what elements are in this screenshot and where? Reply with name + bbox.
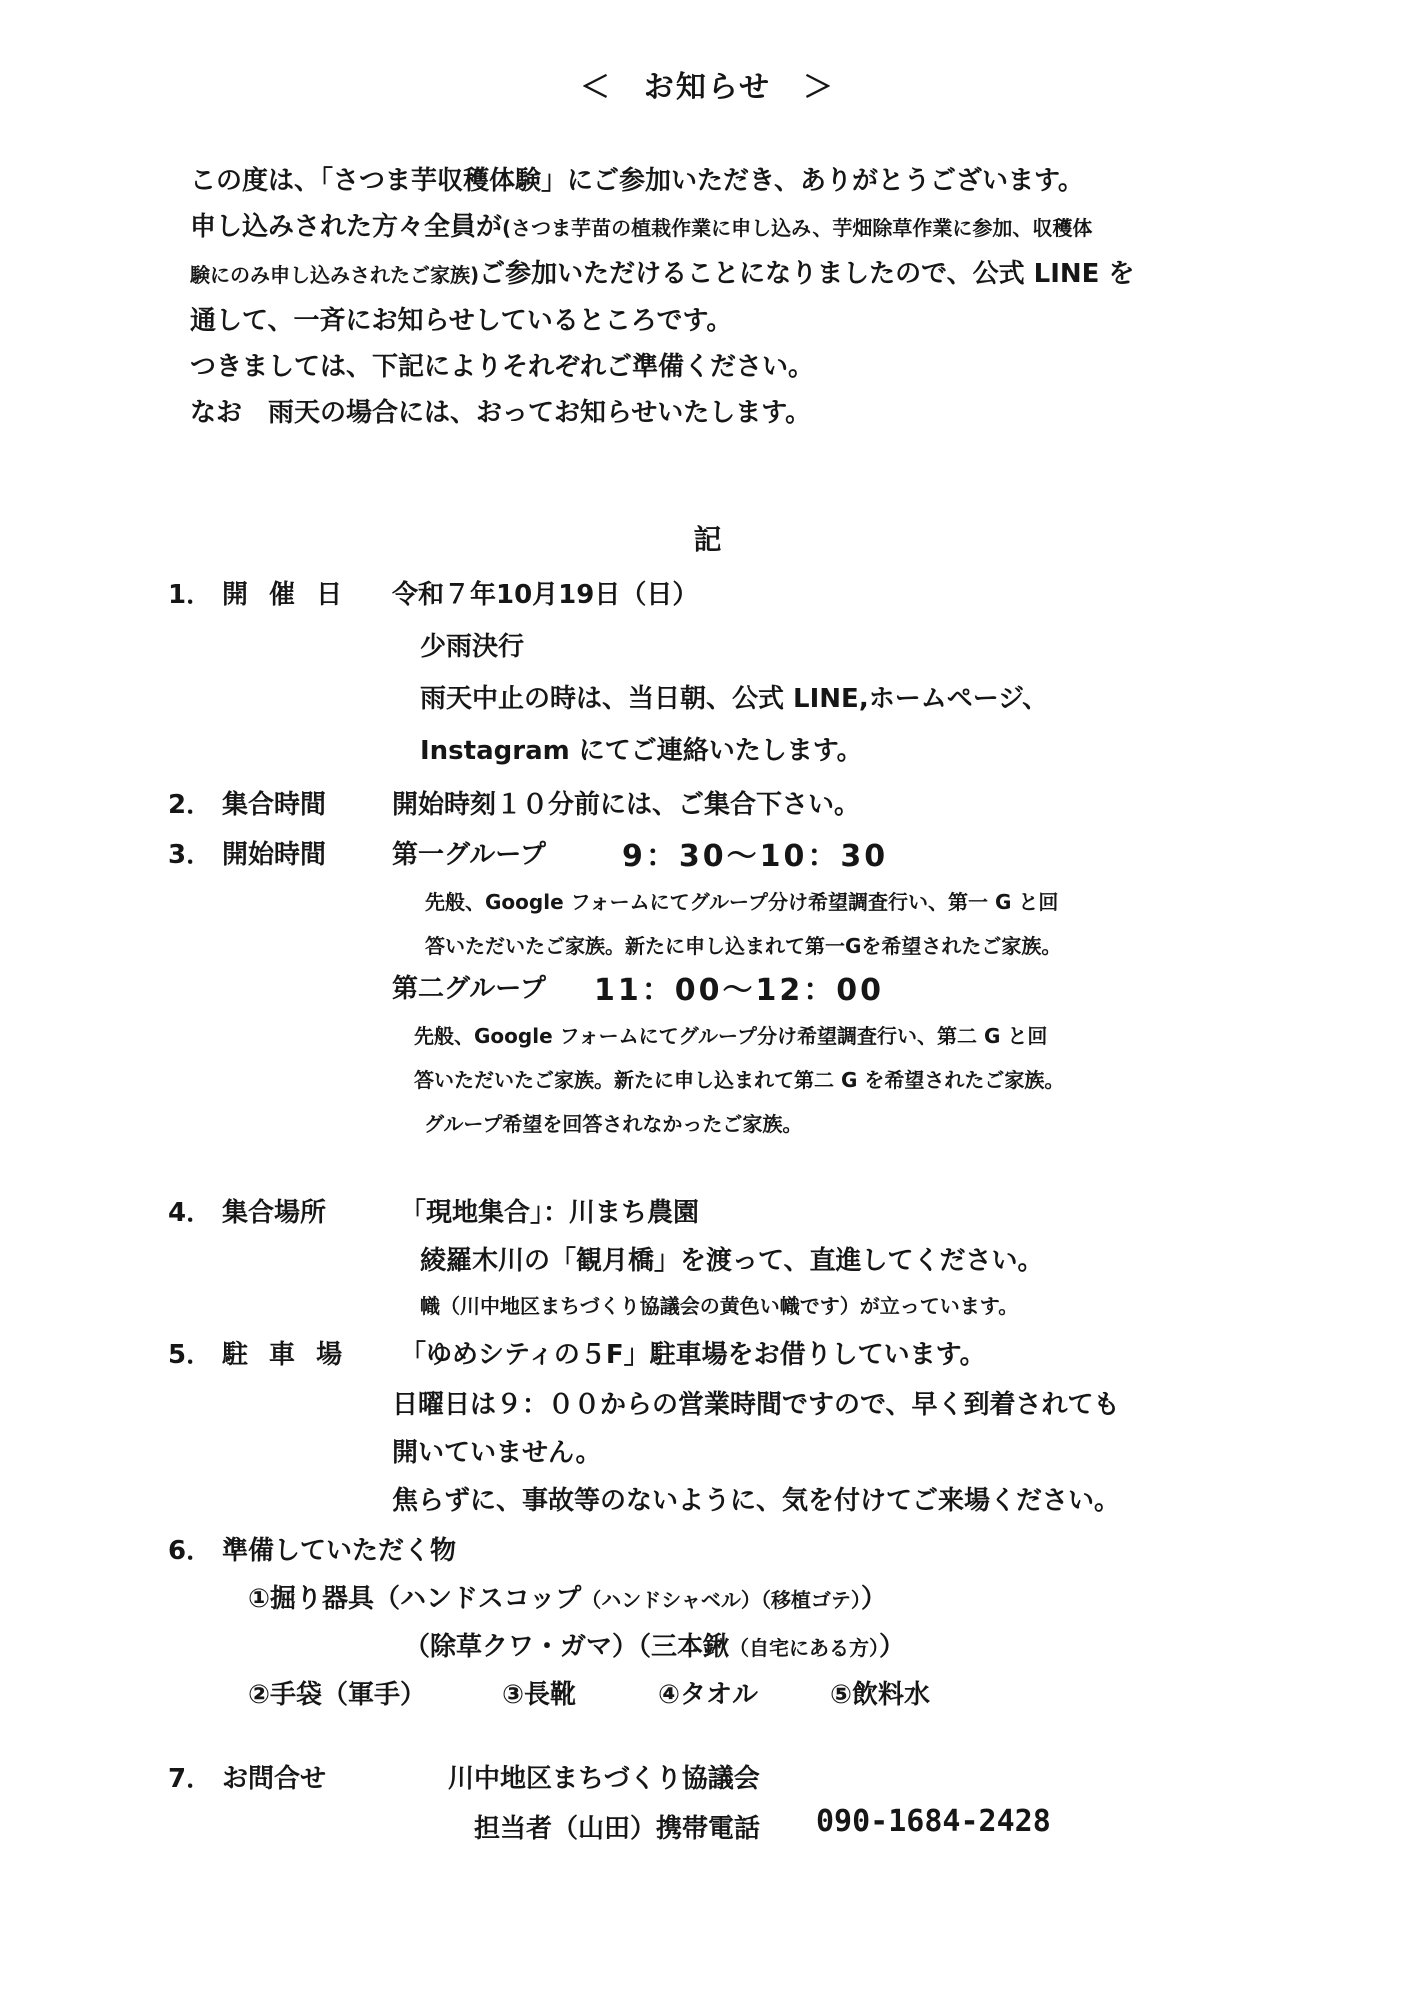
item-value: 「現地集合」：川まち農園 <box>400 1198 700 1228</box>
group2-note: 先般、Google フォームにてグループ分け希望調査行い、第二 G と回 <box>414 1024 1048 1048</box>
prepare-text: ①掘り器具（ハンドスコップ <box>248 1584 582 1614</box>
parking-note: 開いていません。 <box>392 1438 602 1468</box>
prepare-item-4: ④タオル <box>658 1680 759 1710</box>
group2-note: 答いただいたご家族。新たに申し込まれて第二 G を希望されたご家族。 <box>414 1068 1065 1092</box>
prepare-note: （自宅にある方） <box>729 1636 880 1660</box>
item-label: 駐 車 場 <box>222 1340 349 1370</box>
contact-org: 川中地区まちづくり協議会 <box>448 1764 760 1794</box>
intro-text: 申し込みされた方々全員が <box>190 212 503 242</box>
item-number: 1． <box>168 580 213 610</box>
item-value: 「ゆめシティの５F」駐車場をお借りしています。 <box>400 1340 986 1370</box>
item-number: 2． <box>168 790 213 820</box>
intro-note: (さつま芋苗の植栽作業に申し込み、芋畑除草作業に参加、収穫体 <box>502 216 1093 240</box>
item-value: 開始時刻１０分前には、ご集合下さい。 <box>392 790 861 820</box>
item-value: 令和７年10月19日（日） <box>392 580 699 610</box>
prepare-note: （ハンドシャベル）（移植ゴテ） <box>581 1588 861 1612</box>
group2-note: グループ希望を回答されなかったご家族。 <box>424 1112 803 1136</box>
item-number: 4． <box>168 1198 213 1228</box>
intro-line: つきましては、下記によりそれぞれご準備ください。 <box>190 352 815 382</box>
item-label: お問合せ <box>222 1764 327 1794</box>
item-number: 6． <box>168 1536 213 1566</box>
parking-note: 焦らずに、事故等のないように、気を付けてご来場ください。 <box>392 1486 1121 1516</box>
group1-name: 第一グループ <box>392 840 546 870</box>
item-label: 開始時間 <box>222 840 327 870</box>
item-number: 3． <box>168 840 213 870</box>
place-note: 幟（川中地区まちづくり協議会の黄色い幟です）が立っています。 <box>420 1294 1019 1318</box>
group2-name: 第二グループ <box>392 974 546 1004</box>
intro-line <box>190 204 1250 251</box>
prepare-text: ） <box>860 1584 887 1614</box>
parking-note: 日曜日は９：００からの営業時間ですので、早く到着されても <box>392 1390 1120 1420</box>
contact-phone: 090-1684-2428 <box>816 1804 1051 1839</box>
group1-time: 9：30～10：30 <box>622 839 889 874</box>
intro-line: この度は、「さつま芋収穫体験」にご参加いただき、ありがとうございます。 <box>190 166 1084 196</box>
group2-time: 11：00～12：00 <box>594 973 884 1008</box>
prepare-item-2: ②手袋（軍手） <box>248 1680 427 1710</box>
item-number: 5． <box>168 1340 213 1370</box>
item-label: 準備していただく物 <box>222 1536 457 1566</box>
group1-note: 先般、Google フォームにてグループ分け希望調査行い、第一 G と回 <box>425 890 1059 914</box>
date-note: 雨天中止の時は、当日朝、公式 LINE,ホームページ、 <box>420 684 1049 714</box>
intro-line: なお 雨天の場合には、おってお知らせいたします。 <box>190 398 812 428</box>
place-note: 綾羅木川の「観月橋」を渡って、直進してください。 <box>420 1246 1044 1276</box>
page-title: ＜ お知らせ ＞ <box>579 70 836 105</box>
prepare-text: ） <box>879 1632 906 1662</box>
date-note: Instagram にてご連絡いたします。 <box>420 736 863 766</box>
item-label: 集合場所 <box>222 1198 327 1228</box>
prepare-item-5: ⑤飲料水 <box>830 1680 931 1710</box>
intro-note: 験にのみ申し込みされたご家族) <box>190 263 480 287</box>
intro-line: 通して、一斉にお知らせしているところです。 <box>190 306 733 336</box>
item-label: 集合時間 <box>222 790 327 820</box>
ki-heading: 記 <box>693 523 722 556</box>
prepare-item-3: ③長靴 <box>502 1680 577 1710</box>
group1-note: 答いただいたご家族。新たに申し込まれて第一Gを希望されたご家族。 <box>425 934 1062 958</box>
item-label: 開 催 日 <box>222 580 349 610</box>
prepare-item-1 <box>248 1578 887 1615</box>
intro-paragraph <box>190 158 1250 436</box>
intro-text: ご参加いただけることになりましたので、公式 LINE を <box>479 259 1135 289</box>
prepare-item-1-cont <box>404 1626 905 1663</box>
date-note: 少雨決行 <box>420 632 525 662</box>
contact-person: 担当者（山田）携帯電話 <box>474 1814 761 1844</box>
prepare-text: （除草クワ・ガマ）（三本鍬 <box>404 1632 730 1662</box>
item-number: 7． <box>168 1764 213 1794</box>
intro-line <box>190 251 1250 298</box>
